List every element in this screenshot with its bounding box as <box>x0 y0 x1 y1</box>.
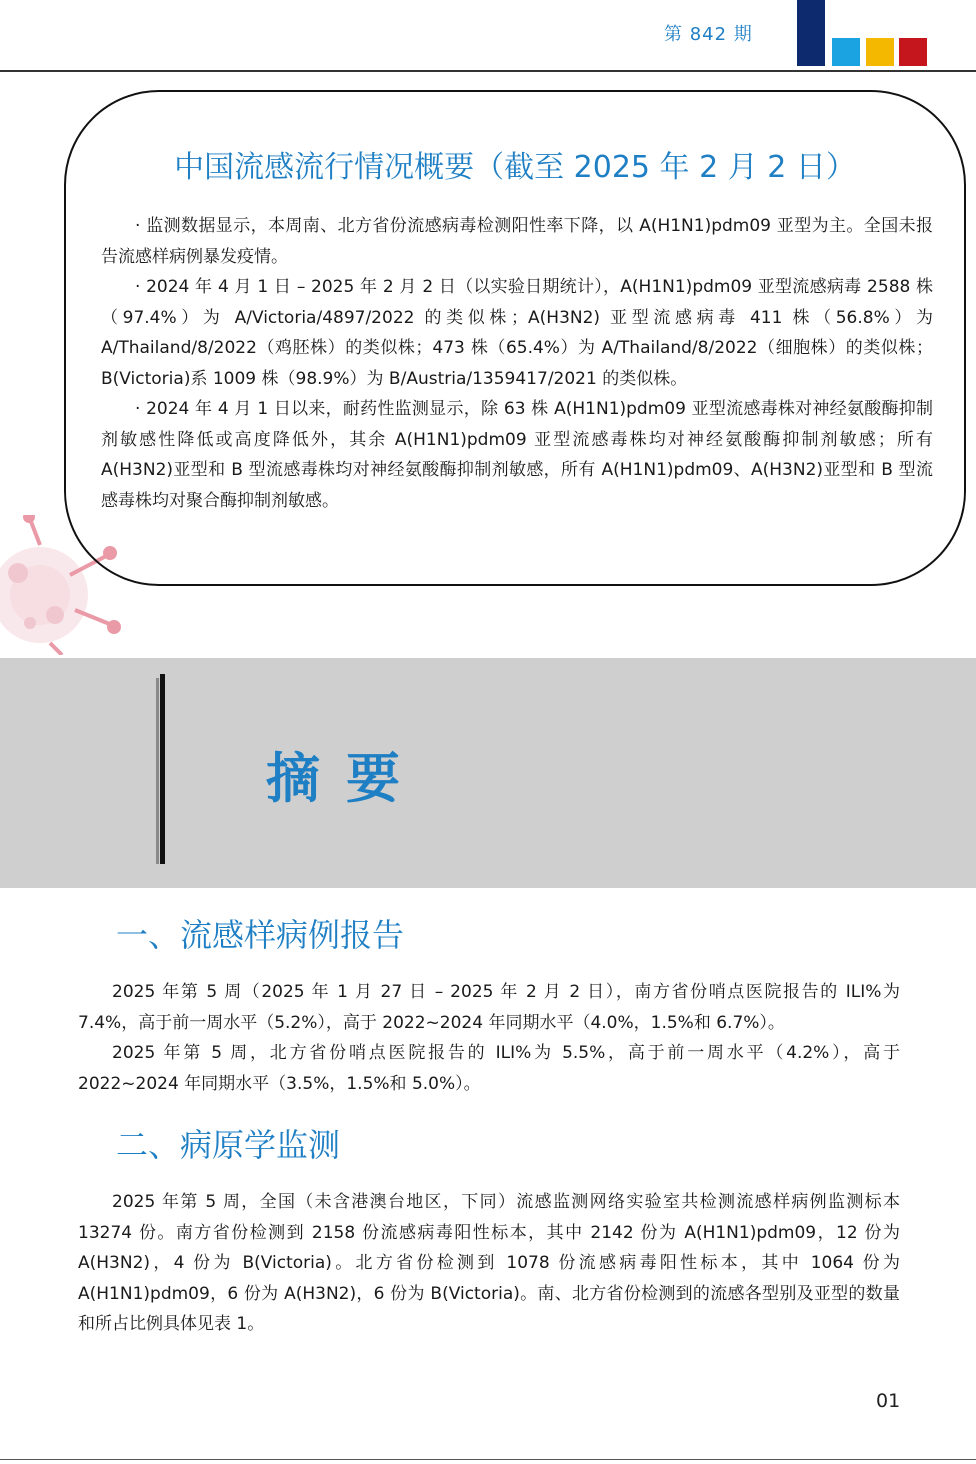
issue-number: 第 842 期 <box>664 24 753 45</box>
section-heading-ili: 一、流感样病例报告 <box>116 916 405 954</box>
section-heading-pathogen: 二、病原学监测 <box>116 1126 341 1164</box>
logo-block-red <box>899 38 927 66</box>
abstract-band <box>0 658 976 888</box>
abstract-title: 摘要 <box>266 747 426 810</box>
logo-block-yellow <box>866 38 894 66</box>
summary-paragraph: · 监测数据显示，本周南、北方省份流感病毒检测阳性率下降，以 A(H1N1)pdm09 亚型为主。全国未报告流感样病例暴发疫情。 <box>101 216 933 267</box>
summary-title: 中国流感流行情况概要（截至 2025 年 2 月 2 日） <box>174 150 856 185</box>
publication-logo <box>797 0 929 68</box>
header-divider <box>0 70 976 72</box>
band-accent-bar <box>160 674 165 864</box>
logo-block-cyan <box>832 38 860 66</box>
footer-divider <box>0 1459 976 1460</box>
section-paragraph: 2025 年第 5 周（2025 年 1 月 27 日 – 2025 年 2 月 2 日），南方省份哨点医院报告的 ILI%为 7.4%，高于前一周水平（5.2%），高于 2022~2024 年同期水平（4.0%，1.5%和 6.7%）。 <box>78 982 900 1033</box>
summary-paragraph: · 2024 年 4 月 1 日 – 2025 年 2 月 2 日（以实验日期统计），A(H1N1)pdm09 亚型流感病毒 2588 株（97.4%）为 A/Victoria/4897/2022 的类似株；A(H3N2) 亚型流感病毒 411 株（56.8%）为 A/Thailand/8/2022（鸡胚株）的类似株；473 株（65.4%）为 A/Thailand/8/2022（细胞株）的类似株；B(Victoria)系 1009 株（98.9%）为 B/Austria/1359417/2021 的类似株。 <box>101 277 933 389</box>
summary-body <box>101 211 933 516</box>
section-body-pathogen <box>78 1187 900 1340</box>
section-paragraph: 2025 年第 5 周，北方省份哨点医院报告的 ILI%为 5.5%，高于前一周水平（4.2%），高于 2022~2024 年同期水平（3.5%，1.5%和 5.0%）。 <box>78 1043 900 1094</box>
summary-paragraph: · 2024 年 4 月 1 日以来，耐药性监测显示，除 63 株 A(H1N1)pdm09 亚型流感毒株对神经氨酸酶抑制剂敏感性降低或高度降低外，其余 A(H1N1)pdm09 亚型流感毒株均对神经氨酸酶抑制剂敏感；所有 A(H3N2)亚型和 B 型流感毒株均对神经氨酸酶抑制剂敏感，所有 A(H1N1)pdm09、A(H3N2)亚型和 B 型流感毒株均对聚合酶抑制剂敏感。 <box>101 399 933 511</box>
section-body-ili <box>78 977 900 1099</box>
band-accent-shadow <box>156 678 159 864</box>
section-paragraph: 2025 年第 5 周，全国（未含港澳台地区，下同）流感监测网络实验室共检测流感样病例监测标本 13274 份。南方省份检测到 2158 份流感病毒阳性标本，其中 2142 份为 A(H1N1)pdm09，12 份为 A(H3N2)，4 份为 B(Victoria)。北方省份检测到 1078 份流感病毒阳性标本，其中 1064 份为 A(H1N1)pdm09，6 份为 A(H3N2)，6 份为 B(Victoria)。南、北方省份检测到的流感各型别及亚型的数量和所占比例具体见表 1。 <box>78 1192 900 1334</box>
logo-block-navy <box>797 0 825 66</box>
page-number: 01 <box>876 1390 901 1412</box>
